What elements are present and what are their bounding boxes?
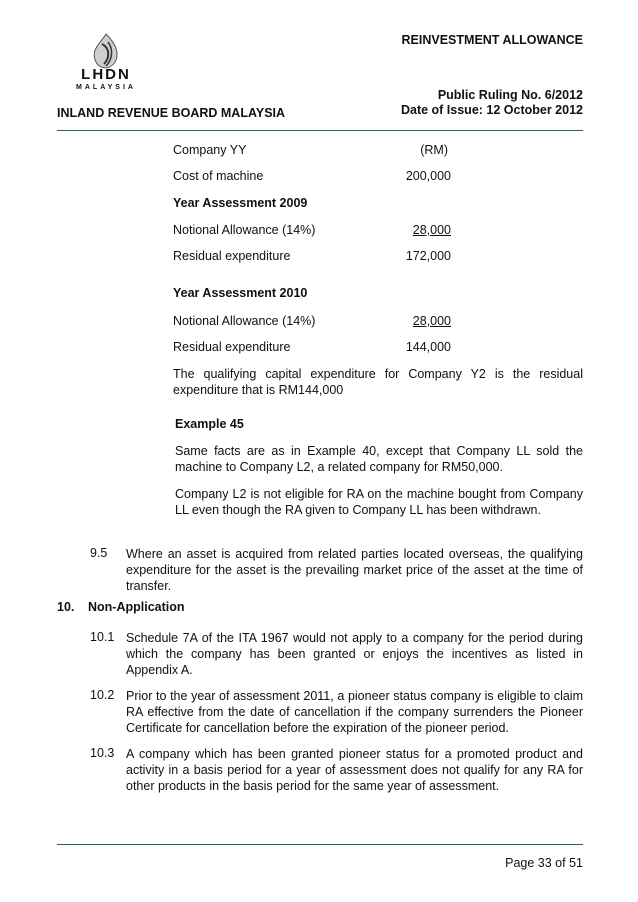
cost-value: 200,000 [405,169,451,183]
logo-subtext: MALAYSIA [76,84,136,91]
header-rule [57,130,583,131]
ya2-heading: Year Assessment 2010 [173,286,308,300]
p9-5-text: Where an asset is acquired from related parties located overseas, the qualifying expenditure for the asset is the prevailing market price of the asset at the time of transfer. [126,547,583,593]
page-number: Page 33 of 51 [505,856,583,870]
ya2-na-value: 28,000 [412,314,451,328]
footer-rule [57,844,583,845]
example45-heading: Example 45 [175,417,244,431]
item-10-2-number: 10.2 [90,688,115,702]
ya2-na-label: Notional Allowance (14%) [173,314,316,328]
qualifying-note: The qualifying capital expenditure for Company Y2 is the residual expenditure that is RM144,000 [173,367,583,397]
company-label: Company YY [173,143,247,157]
ya2-re-value: 144,000 [405,340,451,354]
example45-para2: Company L2 is not eligible for RA on the machine bought from Company LL even though the RA given to Company LL has been withdrawn. [175,487,583,517]
item-10-3-number: 10.3 [90,746,115,760]
ya1-na-value: 28,000 [412,223,451,237]
ya1-re-value: 172,000 [405,249,451,263]
ya1-na-label: Notional Allowance (14%) [173,223,316,237]
item-10-3-text: A company which has been granted pioneer status for a promoted product and activity in a basis period for a year of assessment does not qualify for any RA for other products in the basis period for the same year of assessment. [126,747,583,793]
ruling-number: Public Ruling No. 6/2012 [437,88,583,102]
ya2-re-label: Residual expenditure [173,340,291,354]
lhdn-logo [60,30,152,96]
item-10-1-number: 10.1 [90,630,115,644]
ya1-re-label: Residual expenditure [173,249,291,263]
example45-para1: Same facts are as in Example 40, except that Company LL sold the machine to Company L2, a related company for RM50,000. [175,444,583,474]
ya1-heading: Year Assessment 2009 [173,196,308,210]
section10-number: 10. [57,600,75,614]
cost-label: Cost of machine [173,169,264,183]
logo-text: LHDN [81,66,131,83]
item-10-1-text: Schedule 7A of the ITA 1967 would not apply to a company for the period during which the company has been granted or enjoys the incentives as listed in Appendix A. [126,631,583,677]
section10-title: Non-Application [88,600,185,614]
issue-date: Date of Issue: 12 October 2012 [400,103,583,117]
p9-5-number: 9.5 [90,546,108,560]
org-name: INLAND REVENUE BOARD MALAYSIA [57,106,286,120]
unit-label: (RM) [420,143,448,157]
section-title: REINVESTMENT ALLOWANCE [401,33,583,47]
item-10-2-text: Prior to the year of assessment 2011, a pioneer status company is eligible to claim RA effective from the date of cancellation if the company surrenders the Pioneer Certificate for cancellation before the expiration of the pioneer period. [126,689,583,735]
